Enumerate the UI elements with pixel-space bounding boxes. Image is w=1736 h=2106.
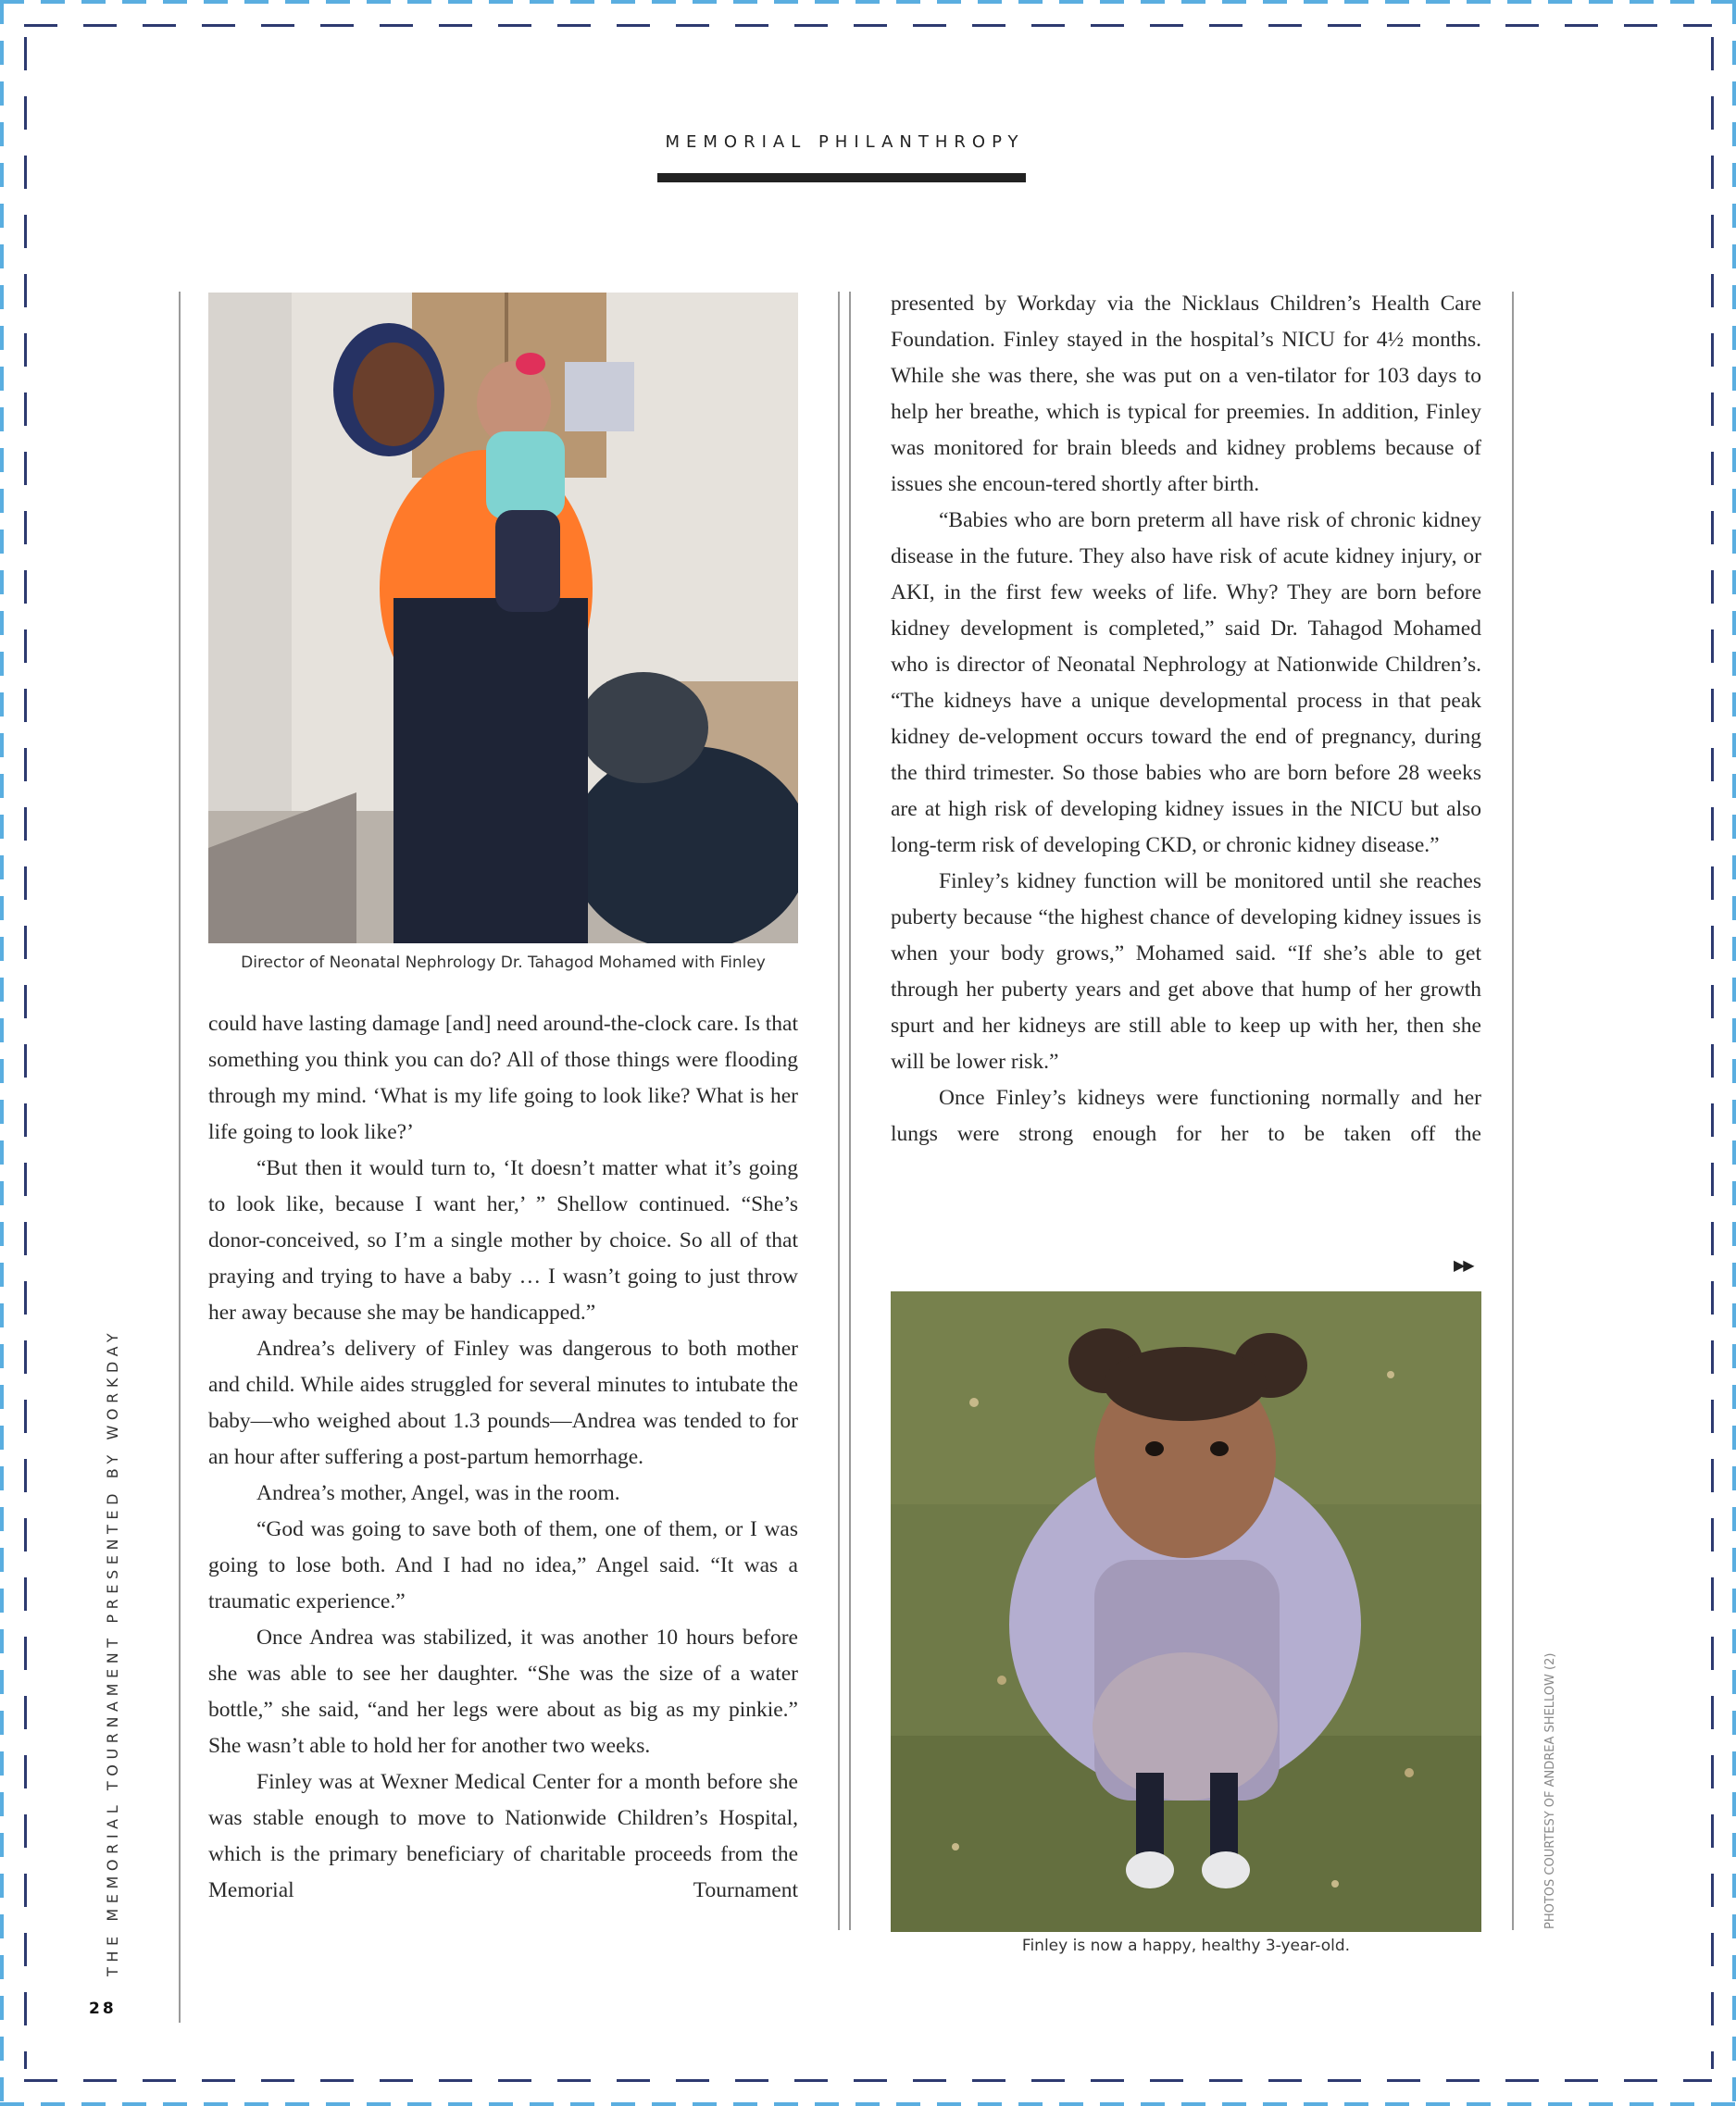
article-right-column [891, 286, 1481, 1153]
paragraph: Andrea’s delivery of Finley was dangerous to both mother and child. While aides struggled for several minutes to intubate the baby—who weighed about 1.3 pounds—Andrea was tended to for an hour after suffering a post-partum hemorrhage. [208, 1337, 798, 1469]
caption-top-photo: Director of Neonatal Nephrology Dr. Tahagod Mohamed with Finley [241, 953, 766, 972]
page-edge-right [1732, 0, 1736, 2106]
frame-right [1711, 37, 1714, 2069]
paragraph: “Babies who are born preterm all have risk of chronic kidney disease in the future. They also have risk of acute kidney injury, or AKI, in the first few weeks of life. Why? They are born before kidney development is completed,” said Dr. Tahagod Mohamed who is director of Neonatal Nephrology at Nationwide Children’s. “The kidneys have a unique developmental process in that peak kidney de-velopment occurs toward the end of pregnancy, during the third trimester. So those babies who are born before 28 weeks are at high risk of developing kidney issues in the NICU but also long-term risk of developing CKD, or chronic kidney disease.” [891, 508, 1481, 857]
photo-finley-on-grass [891, 1291, 1481, 1932]
page-number: 28 [89, 2000, 117, 2018]
paragraph: Finley was at Wexner Medical Center for a month before she was stable enough to move to Nationwide Children’s Hospital, which is the primary beneficiary of charitable proceeds from the Memorial Tournament [208, 1770, 798, 1902]
section-rule [657, 173, 1026, 182]
article-left-column [208, 1006, 798, 1909]
publication-spine: THE MEMORIAL TOURNAMENT PRESENTED BY WORKDAY [104, 1327, 121, 1976]
page-edge-left [0, 0, 4, 2106]
photo-credit: PHOTOS COURTESY OF ANDREA SHELLOW (2) [1543, 1652, 1557, 1929]
paragraph: “God was going to save both of them, one of them, or I was going to lose both. And I had no idea,” Angel said. “It was a traumatic experience.” [208, 1517, 798, 1614]
left-margin-rule [179, 292, 181, 2023]
page-edge-bottom [0, 2102, 1736, 2106]
section-label: MEMORIAL PHILANTHROPY [665, 132, 1025, 152]
caption-bottom-photo: Finley is now a happy, healthy 3-year-old. [1021, 1937, 1351, 1955]
center-divider-right [849, 292, 851, 1930]
frame-bottom [24, 2079, 1712, 2082]
frame-left [24, 37, 27, 2069]
center-divider-left [838, 292, 840, 1930]
photo-doctor-with-finley [208, 293, 798, 943]
right-margin-rule [1512, 292, 1514, 1930]
paragraph: could have lasting damage [and] need around-the-clock care. Is that something you think you can do? All of those things were flooding through my mind. ‘What is my life going to look like? What is her life going to look like?’ [208, 1012, 798, 1144]
continued-arrow-icon: ▶▶ [1454, 1256, 1473, 1274]
paragraph: Once Andrea was stabilized, it was another 10 hours before she was able to see her daughter. “She was the size of a water bottle,” she said, “and her legs were about as big as my pinkie.” She wasn’t able to hold her for another two weeks. [208, 1626, 798, 1758]
paragraph: Once Finley’s kidneys were functioning normally and her lungs were strong enough for her to be taken off the [891, 1086, 1481, 1146]
paragraph: Finley’s kidney function will be monitored until she reaches puberty because “the highest chance of developing kidney issues is when your body grows,” Mohamed said. “If she’s able to get through her puberty years and get above that hump of her growth spurt and her kidneys are still able to keep up with her, then she will be lower risk.” [891, 869, 1481, 1074]
paragraph: presented by Workday via the Nicklaus Children’s Health Care Foundation. Finley stayed in the hospital’s NICU for 4½ months. While she was there, she was put on a ven-tilator for 103 days to help her breathe, which is typical for preemies. In addition, Finley was monitored for brain bleeds and kidney problems because of issues she encoun-tered shortly after birth. [891, 292, 1481, 496]
paragraph: “But then it would turn to, ‘It doesn’t matter what it’s going to look like, because I want her,’ ” Shellow continued. “She’s donor-conceived, so I’m a single mother by choice. So all of that praying and trying to have a baby … I wasn’t going to just throw her away because she may be handicapped.” [208, 1156, 798, 1325]
paragraph: Andrea’s mother, Angel, was in the room. [256, 1481, 620, 1505]
page-edge-top [0, 0, 1736, 4]
frame-top [24, 24, 1712, 27]
